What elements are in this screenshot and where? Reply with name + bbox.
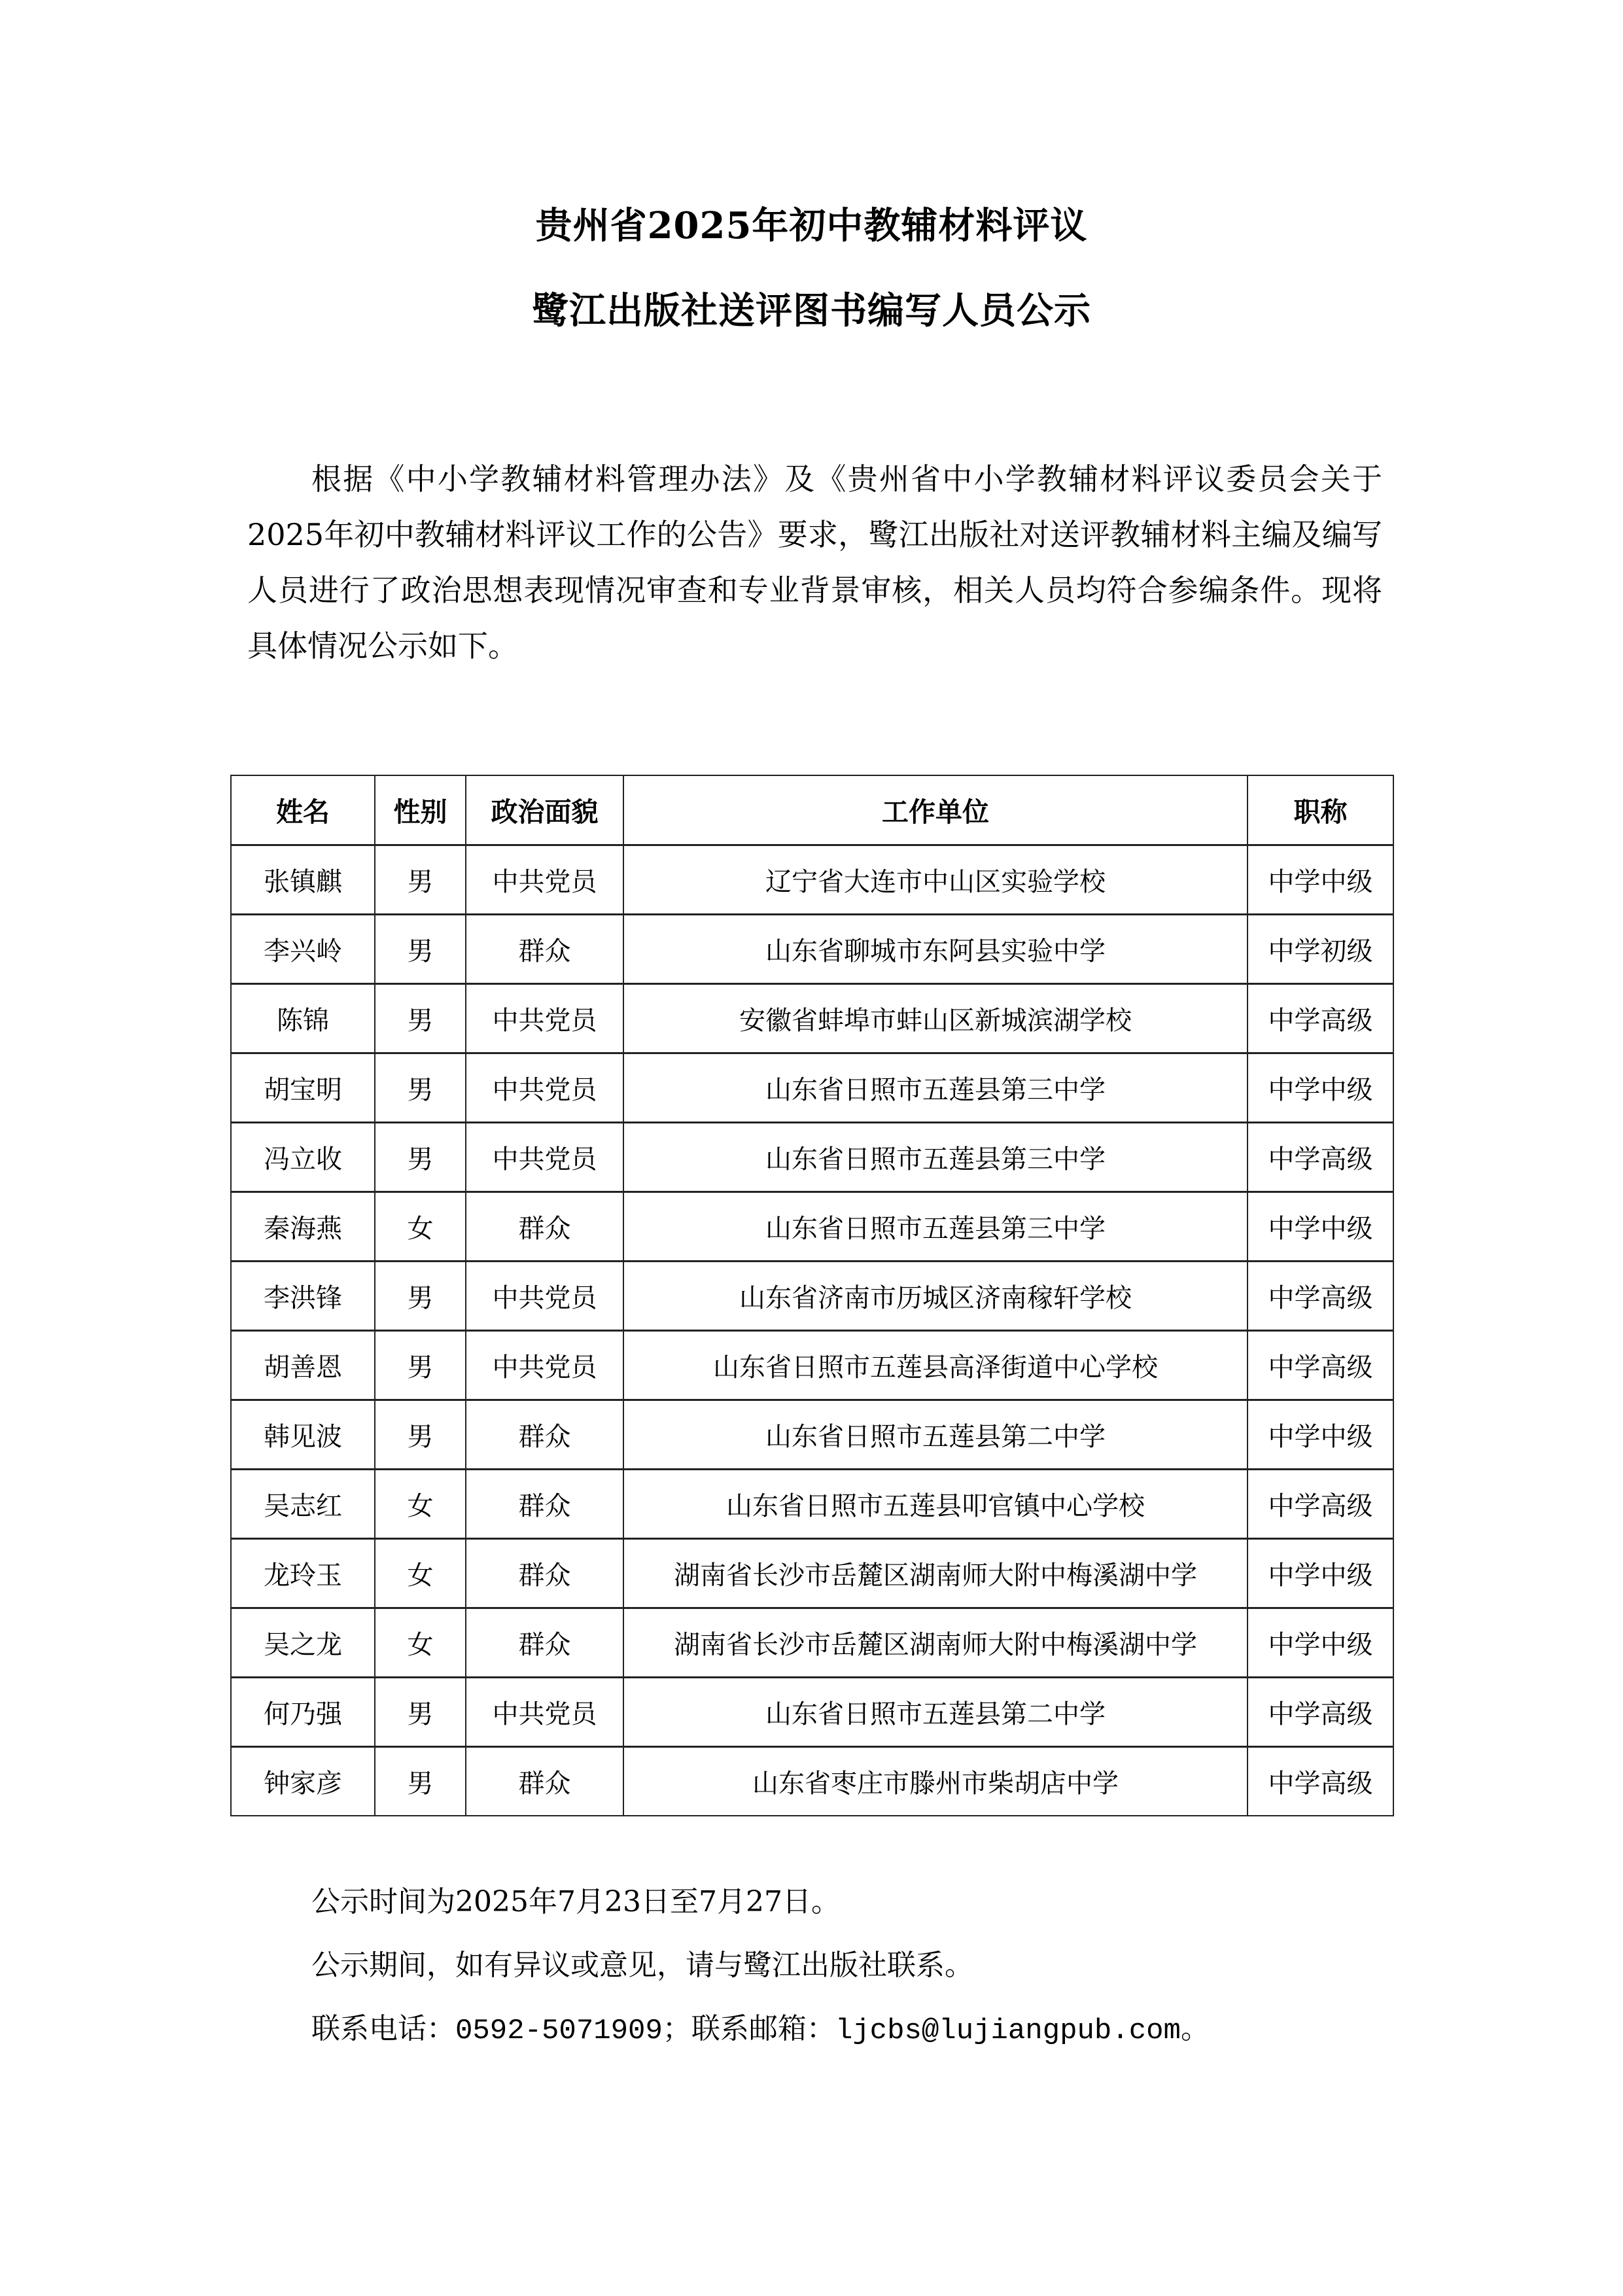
cell-workplace: 湖南省长沙市岳麓区湖南师大附中梅溪湖中学 bbox=[623, 1608, 1248, 1677]
cell-workplace: 辽宁省大连市中山区实验学校 bbox=[623, 845, 1248, 914]
table-row bbox=[231, 1261, 1393, 1330]
cell-workplace: 山东省聊城市东阿县实验中学 bbox=[623, 914, 1248, 983]
cell-title: 中学中级 bbox=[1248, 1192, 1393, 1261]
cell-title: 中学中级 bbox=[1248, 1608, 1393, 1677]
header-name: 姓名 bbox=[231, 775, 375, 845]
cell-gender: 男 bbox=[375, 1400, 466, 1469]
cell-title: 中学高级 bbox=[1248, 1746, 1393, 1816]
cell-workplace: 湖南省长沙市岳麓区湖南师大附中梅溪湖中学 bbox=[623, 1538, 1248, 1608]
table-row bbox=[231, 1677, 1393, 1746]
cell-name: 龙玲玉 bbox=[231, 1538, 375, 1608]
email-address[interactable]: ljcbs@lujiangpub.com bbox=[835, 2015, 1181, 2047]
document-title-line-1: 贵州省2025年初中教辅材料评议 bbox=[535, 204, 1088, 247]
notice-objection: 公示期间，如有异议或意见，请与鹭江出版社联系。 bbox=[311, 1949, 973, 1982]
header-workplace: 工作单位 bbox=[623, 775, 1248, 845]
cell-workplace: 山东省枣庄市滕州市柴胡店中学 bbox=[623, 1746, 1248, 1816]
table-row bbox=[231, 1469, 1393, 1538]
cell-gender: 男 bbox=[375, 1122, 466, 1192]
notice-period: 公示时间为2025年7月23日至7月27日。 bbox=[311, 1885, 840, 1918]
cell-gender: 男 bbox=[375, 1677, 466, 1746]
cell-title: 中学高级 bbox=[1248, 1261, 1393, 1330]
phone-number: 0592-5071909 bbox=[455, 2015, 663, 2047]
cell-gender: 男 bbox=[375, 845, 466, 914]
phone-label: 联系电话： bbox=[311, 2012, 455, 2045]
cell-title: 中学高级 bbox=[1248, 1122, 1393, 1192]
email-label: 联系邮箱： bbox=[691, 2012, 835, 2045]
cell-title: 中学初级 bbox=[1248, 914, 1393, 983]
cell-political-status: 群众 bbox=[466, 1192, 623, 1261]
cell-gender: 女 bbox=[375, 1469, 466, 1538]
cell-workplace: 山东省日照市五莲县第三中学 bbox=[623, 1053, 1248, 1122]
cell-political-status: 中共党员 bbox=[466, 983, 623, 1053]
cell-name: 钟家彦 bbox=[231, 1746, 375, 1816]
table-row bbox=[231, 1608, 1393, 1677]
cell-political-status: 中共党员 bbox=[466, 1330, 623, 1400]
cell-political-status: 中共党员 bbox=[466, 1261, 623, 1330]
personnel-table bbox=[230, 775, 1394, 1816]
cell-workplace: 安徽省蚌埠市蚌山区新城滨湖学校 bbox=[623, 983, 1248, 1053]
cell-title: 中学高级 bbox=[1248, 1330, 1393, 1400]
cell-political-status: 中共党员 bbox=[466, 1053, 623, 1122]
table-row bbox=[231, 983, 1393, 1053]
table-row bbox=[231, 1192, 1393, 1261]
footer-notice bbox=[311, 1870, 1210, 2063]
cell-workplace: 山东省日照市五莲县高泽街道中心学校 bbox=[623, 1330, 1248, 1400]
cell-name: 胡宝明 bbox=[231, 1053, 375, 1122]
table-row bbox=[231, 1122, 1393, 1192]
cell-gender: 男 bbox=[375, 1053, 466, 1122]
cell-name: 李洪锋 bbox=[231, 1261, 375, 1330]
header-political-status: 政治面貌 bbox=[466, 775, 623, 845]
cell-political-status: 中共党员 bbox=[466, 845, 623, 914]
cell-political-status: 群众 bbox=[466, 1538, 623, 1608]
cell-title: 中学高级 bbox=[1248, 1677, 1393, 1746]
cell-title: 中学高级 bbox=[1248, 983, 1393, 1053]
cell-name: 胡善恩 bbox=[231, 1330, 375, 1400]
cell-name: 秦海燕 bbox=[231, 1192, 375, 1261]
cell-political-status: 群众 bbox=[466, 1608, 623, 1677]
table-row bbox=[231, 1538, 1393, 1608]
cell-workplace: 山东省日照市五莲县第二中学 bbox=[623, 1677, 1248, 1746]
header-title: 职称 bbox=[1248, 775, 1393, 845]
cell-name: 冯立收 bbox=[231, 1122, 375, 1192]
cell-political-status: 群众 bbox=[466, 914, 623, 983]
cell-name: 吴志红 bbox=[231, 1469, 375, 1538]
cell-political-status: 群众 bbox=[466, 1469, 623, 1538]
contact-separator: ； bbox=[662, 2012, 691, 2045]
cell-name: 李兴岭 bbox=[231, 914, 375, 983]
cell-gender: 女 bbox=[375, 1192, 466, 1261]
cell-political-status: 群众 bbox=[466, 1400, 623, 1469]
cell-name: 陈锦 bbox=[231, 983, 375, 1053]
cell-title: 中学高级 bbox=[1248, 1469, 1393, 1538]
cell-political-status: 群众 bbox=[466, 1746, 623, 1816]
table-row bbox=[231, 1400, 1393, 1469]
cell-title: 中学中级 bbox=[1248, 1053, 1393, 1122]
cell-political-status: 中共党员 bbox=[466, 1677, 623, 1746]
cell-gender: 男 bbox=[375, 1330, 466, 1400]
cell-gender: 女 bbox=[375, 1608, 466, 1677]
cell-workplace: 山东省日照市五莲县第三中学 bbox=[623, 1122, 1248, 1192]
header-gender: 性别 bbox=[375, 775, 466, 845]
cell-workplace: 山东省日照市五莲县第二中学 bbox=[623, 1400, 1248, 1469]
table-row bbox=[231, 1053, 1393, 1122]
cell-gender: 女 bbox=[375, 1538, 466, 1608]
contact-end-mark: 。 bbox=[1180, 2012, 1210, 2045]
cell-title: 中学中级 bbox=[1248, 1538, 1393, 1608]
table-row bbox=[231, 845, 1393, 914]
cell-political-status: 中共党员 bbox=[466, 1122, 623, 1192]
cell-name: 何乃强 bbox=[231, 1677, 375, 1746]
cell-gender: 男 bbox=[375, 1261, 466, 1330]
cell-gender: 男 bbox=[375, 1746, 466, 1816]
table-row bbox=[231, 1330, 1393, 1400]
table-header-row bbox=[231, 775, 1393, 845]
cell-name: 吴之龙 bbox=[231, 1608, 375, 1677]
intro-paragraph: 根据《中小学教辅材料管理办法》及《贵州省中小学教辅材料评议委员会关于2025年初中教辅材料评议工作的公告》要求，鹭江出版社对送评教辅材料主编及编写人员进行了政治思想表现情况审查和专业背景审核，相关人员均符合参编条件。现将具体情况公示如下。 bbox=[247, 461, 1382, 663]
cell-name: 韩见波 bbox=[231, 1400, 375, 1469]
cell-gender: 男 bbox=[375, 983, 466, 1053]
cell-title: 中学中级 bbox=[1248, 845, 1393, 914]
cell-name: 张镇麒 bbox=[231, 845, 375, 914]
document-title-line-2: 鹭江出版社送评图书编写人员公示 bbox=[532, 289, 1091, 332]
table-row bbox=[231, 1746, 1393, 1816]
table-row bbox=[231, 914, 1393, 983]
cell-workplace: 山东省日照市五莲县第三中学 bbox=[623, 1192, 1248, 1261]
cell-title: 中学中级 bbox=[1248, 1400, 1393, 1469]
cell-workplace: 山东省济南市历城区济南稼轩学校 bbox=[623, 1261, 1248, 1330]
cell-gender: 男 bbox=[375, 914, 466, 983]
cell-workplace: 山东省日照市五莲县叩官镇中心学校 bbox=[623, 1469, 1248, 1538]
contact-line bbox=[311, 1997, 1210, 2063]
